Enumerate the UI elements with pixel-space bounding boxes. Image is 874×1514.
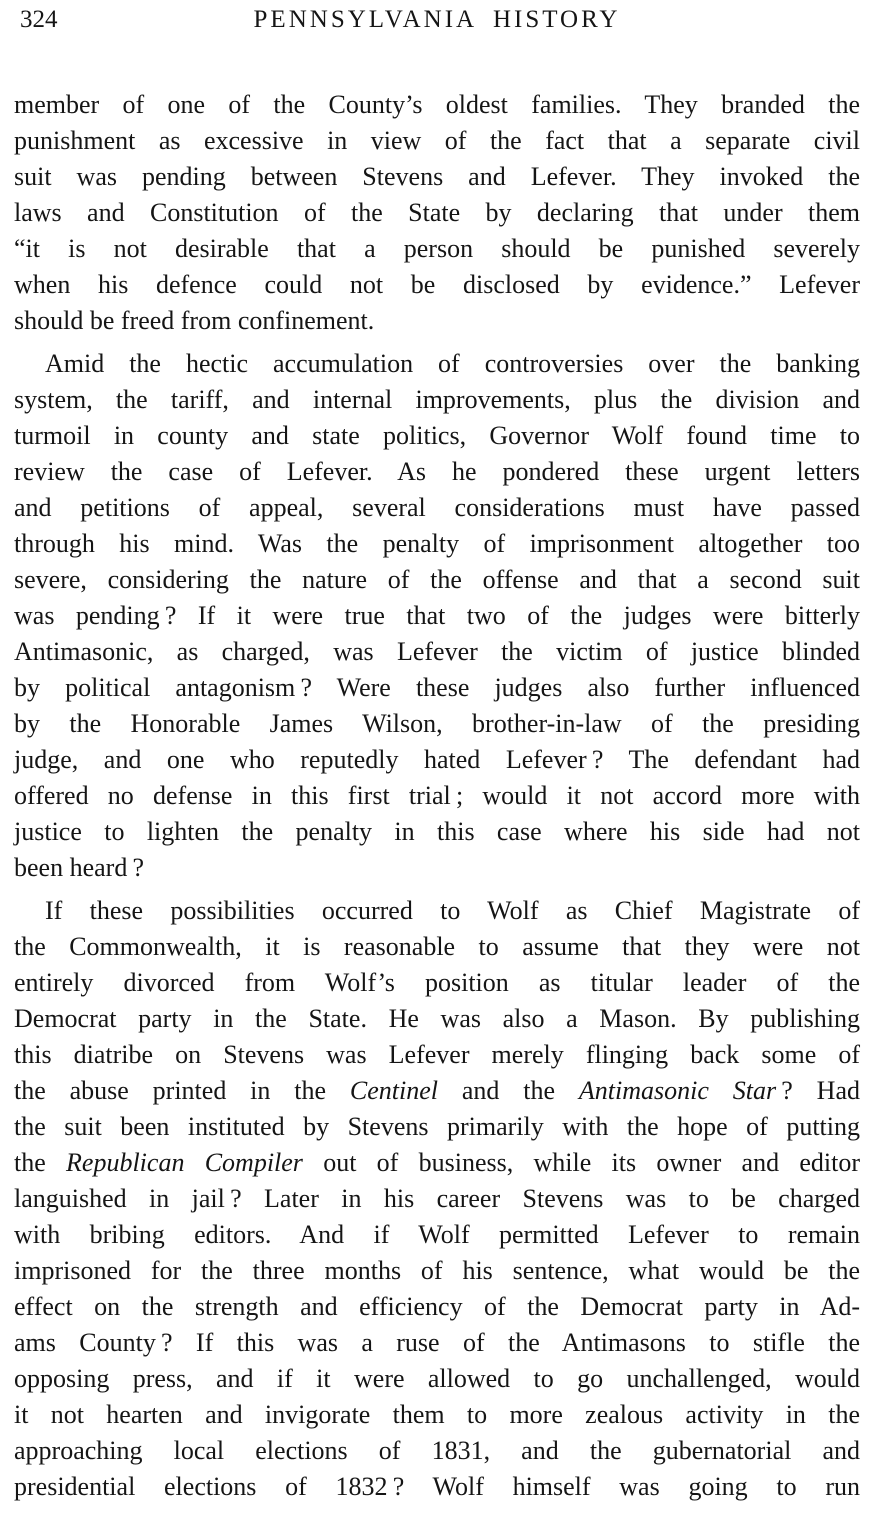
text-line: the abuse printed in the Centinel and the Antimasonic Star ? Had <box>14 1076 860 1105</box>
text-line: approaching local elections of 1831, and the gubernatorial and <box>14 1436 860 1465</box>
text-line: review the case of Lefever. As he pondered these urgent letters <box>14 457 860 486</box>
text-line: punishment as excessive in view of the fact that a separate civil <box>14 126 860 155</box>
text-line: this diatribe on Stevens was Lefever merely flinging back some of <box>14 1040 860 1069</box>
paragraph <box>14 87 860 339</box>
text-line: “it is not desirable that a person should be punished severely <box>14 234 860 263</box>
text-line: through his mind. Was the penalty of imprisonment altogether too <box>14 529 860 558</box>
text-line: should be freed from confinement. <box>14 306 375 335</box>
page-number: 324 <box>20 6 58 33</box>
text-line: judge, and one who reputedly hated Lefever ? The defendant had <box>14 745 860 774</box>
paragraph <box>14 893 860 1505</box>
text-line: laws and Constitution of the State by declaring that under them <box>14 198 860 227</box>
paragraph <box>14 346 860 886</box>
text-line: system, the tariff, and internal improvements, plus the division and <box>14 385 860 414</box>
text-line: Amid the hectic accumulation of controversies over the banking <box>45 349 860 378</box>
text-line: the Republican Compiler out of business, while its owner and editor <box>14 1148 861 1177</box>
text-line: suit was pending between Stevens and Lefever. They invoked the <box>14 162 860 191</box>
text-line: effect on the strength and efficiency of the Democrat party in Ad- <box>14 1292 860 1321</box>
text-line: severe, considering the nature of the offense and that a second suit <box>14 565 860 594</box>
text-line: imprisoned for the three months of his sentence, what would be the <box>14 1256 860 1285</box>
text-line: by the Honorable James Wilson, brother-in-law of the presiding <box>14 709 860 738</box>
text-line: the Commonwealth, it is reasonable to assume that they were not <box>14 932 860 961</box>
text-line: Antimasonic, as charged, was Lefever the victim of justice blinded <box>14 637 860 666</box>
text-line: when his defence could not be disclosed by evidence.” Lefever <box>14 270 860 299</box>
text-line: offered no defense in this first trial ; would it not accord more with <box>14 781 860 810</box>
text-line: the suit been instituted by Stevens primarily with the hope of putting <box>14 1112 860 1141</box>
page-body <box>0 87 874 1505</box>
header-title: PENNSYLVANIA HISTORY <box>253 6 621 33</box>
text-line: presidential elections of 1832 ? Wolf himself was going to run <box>14 1472 860 1501</box>
text-line: If these possibilities occurred to Wolf as Chief Magistrate of <box>45 896 860 925</box>
text-line: turmoil in county and state politics, Governor Wolf found time to <box>14 421 860 450</box>
text-line: with bribing editors. And if Wolf permitted Lefever to remain <box>14 1220 860 1249</box>
text-line: and petitions of appeal, several considerations must have passed <box>14 493 860 522</box>
running-header <box>0 0 874 38</box>
text-line: ams County ? If this was a ruse of the Antimasons to stifle the <box>14 1328 860 1357</box>
text-line: justice to lighten the penalty in this case where his side had not <box>14 817 860 846</box>
text-line: it not hearten and invigorate them to more zealous activity in the <box>14 1400 860 1429</box>
text-line: opposing press, and if it were allowed to go unchallenged, would <box>14 1364 860 1393</box>
text-line: member of one of the County’s oldest families. They branded the <box>14 90 860 119</box>
text-line: Democrat party in the State. He was also a Mason. By publishing <box>14 1004 860 1033</box>
text-line: been heard ? <box>14 853 145 882</box>
text-line: was pending ? If it were true that two of the judges were bitterly <box>14 601 860 630</box>
text-line: languished in jail ? Later in his career Stevens was to be charged <box>14 1184 860 1213</box>
text-line: entirely divorced from Wolf’s position as titular leader of the <box>14 968 860 997</box>
text-line: by political antagonism ? Were these judges also further influenced <box>14 673 860 702</box>
